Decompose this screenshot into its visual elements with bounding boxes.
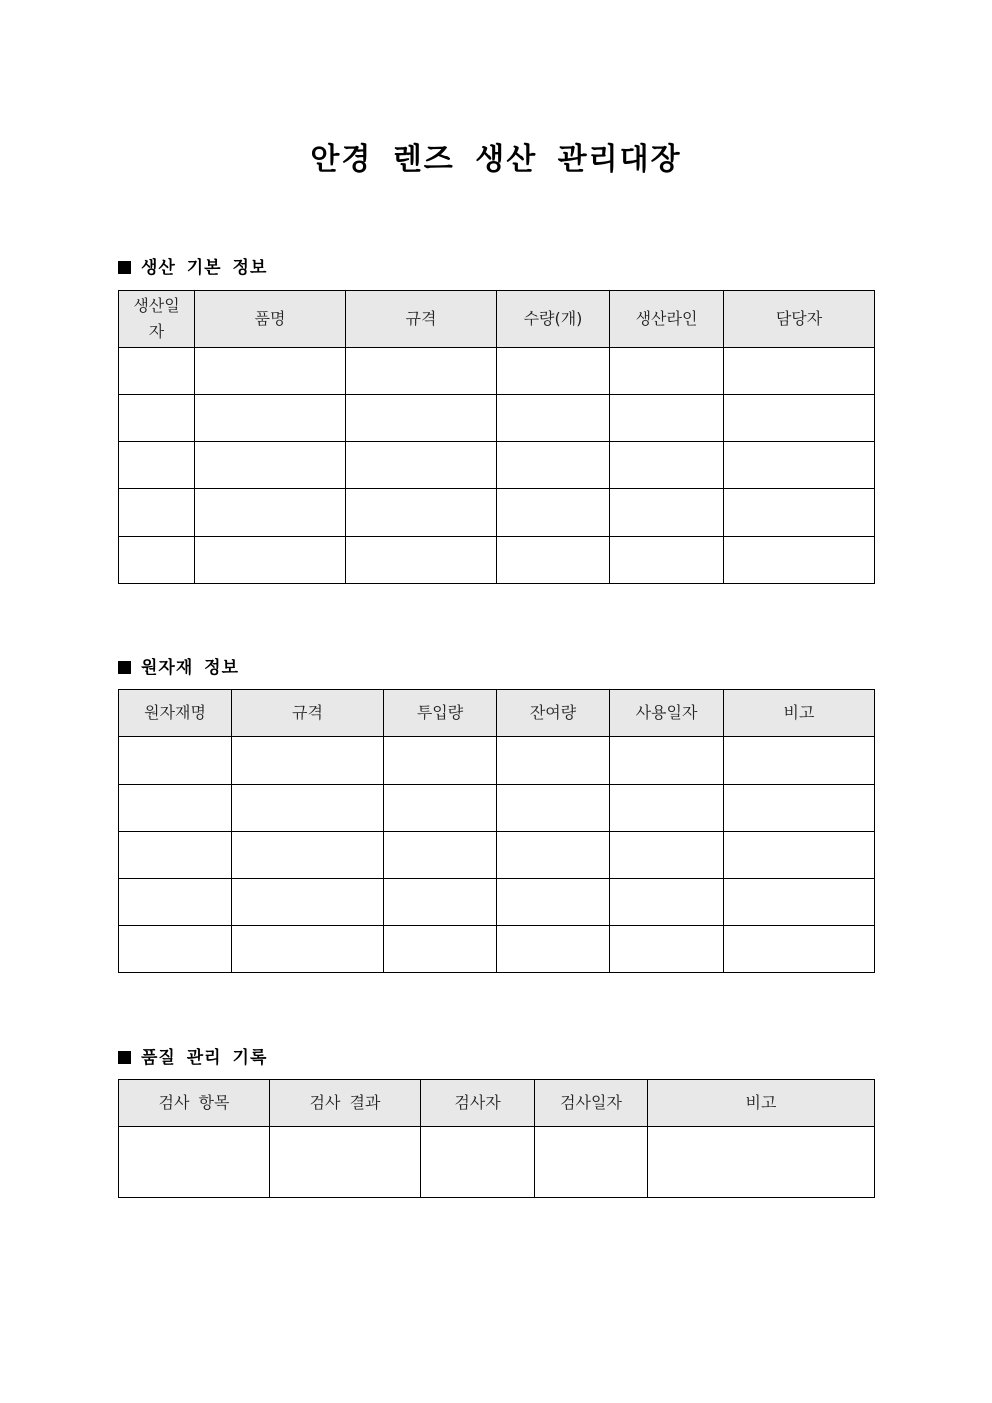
table-row [119, 489, 875, 537]
column-header: 생산일자 [119, 291, 195, 348]
table-cell[interactable] [724, 832, 875, 879]
table-cell[interactable] [119, 785, 232, 832]
column-header: 생산라인 [610, 291, 724, 348]
table-cell[interactable] [610, 832, 724, 879]
table-cell[interactable] [610, 537, 724, 584]
table-header-row [119, 690, 875, 737]
table-cell[interactable] [535, 1127, 648, 1198]
table-cell[interactable] [497, 926, 610, 973]
table-cell[interactable] [384, 879, 497, 926]
section-heading-production [118, 253, 267, 278]
table-cell[interactable] [195, 537, 346, 584]
table-cell[interactable] [497, 737, 610, 785]
section-heading-raw-materials [118, 653, 239, 678]
column-header: 잔여량 [497, 690, 610, 737]
column-header: 비고 [724, 690, 875, 737]
table-cell[interactable] [195, 489, 346, 537]
table-row [119, 348, 875, 395]
column-header: 투입량 [384, 690, 497, 737]
section-heading-text: 품질 관리 기록 [141, 1048, 268, 1068]
table-cell[interactable] [724, 785, 875, 832]
table-cell[interactable] [497, 442, 610, 489]
quality-control-table [118, 1079, 875, 1198]
table-cell[interactable] [497, 537, 610, 584]
table-cell[interactable] [232, 926, 384, 973]
table-cell[interactable] [346, 348, 497, 395]
production-info-table [118, 290, 875, 584]
table-cell[interactable] [119, 489, 195, 537]
column-header: 원자재명 [119, 690, 232, 737]
table-row [119, 395, 875, 442]
table-cell[interactable] [270, 1127, 421, 1198]
table-row [119, 832, 875, 879]
table-cell[interactable] [648, 1127, 875, 1198]
table-row [119, 737, 875, 785]
table-cell[interactable] [119, 832, 232, 879]
column-header: 규격 [346, 291, 497, 348]
table-cell[interactable] [497, 879, 610, 926]
table-cell[interactable] [232, 879, 384, 926]
table-cell[interactable] [610, 395, 724, 442]
table-cell[interactable] [119, 879, 232, 926]
table-cell[interactable] [195, 442, 346, 489]
table-cell[interactable] [346, 489, 497, 537]
table-cell[interactable] [610, 926, 724, 973]
table-cell[interactable] [610, 348, 724, 395]
table-cell[interactable] [724, 442, 875, 489]
table-row [119, 537, 875, 584]
table-cell[interactable] [384, 737, 497, 785]
column-header: 수량(개) [497, 291, 610, 348]
column-header: 비고 [648, 1080, 875, 1127]
table-cell[interactable] [421, 1127, 535, 1198]
table-cell[interactable] [724, 537, 875, 584]
table-cell[interactable] [724, 737, 875, 785]
table-cell[interactable] [232, 785, 384, 832]
table-cell[interactable] [724, 926, 875, 973]
table-cell[interactable] [497, 785, 610, 832]
section-heading-quality [118, 1043, 267, 1068]
table-cell[interactable] [346, 395, 497, 442]
section-heading-text: 원자재 정보 [141, 658, 240, 678]
table-cell[interactable] [610, 442, 724, 489]
column-header: 검사일자 [535, 1080, 648, 1127]
section-heading-text: 생산 기본 정보 [141, 258, 268, 278]
table-cell[interactable] [724, 879, 875, 926]
table-cell[interactable] [384, 832, 497, 879]
table-cell[interactable] [724, 489, 875, 537]
column-header: 검사 결과 [270, 1080, 421, 1127]
table-cell[interactable] [195, 348, 346, 395]
table-cell[interactable] [119, 442, 195, 489]
square-bullet-icon [118, 1051, 131, 1064]
table-cell[interactable] [610, 879, 724, 926]
table-row [119, 926, 875, 973]
column-header: 검사 항목 [119, 1080, 270, 1127]
table-cell[interactable] [497, 489, 610, 537]
square-bullet-icon [118, 661, 131, 674]
table-cell[interactable] [724, 395, 875, 442]
table-cell[interactable] [119, 1127, 270, 1198]
column-header: 담당자 [724, 291, 875, 348]
table-cell[interactable] [346, 537, 497, 584]
raw-materials-table [118, 689, 875, 973]
table-cell[interactable] [119, 737, 232, 785]
table-row [119, 879, 875, 926]
table-cell[interactable] [384, 785, 497, 832]
table-cell[interactable] [232, 832, 384, 879]
column-header: 품명 [195, 291, 346, 348]
document-title: 안경 렌즈 생산 관리대장 [310, 142, 682, 177]
table-row [119, 785, 875, 832]
table-cell[interactable] [119, 537, 195, 584]
table-cell[interactable] [497, 348, 610, 395]
table-cell[interactable] [119, 348, 195, 395]
table-row [119, 442, 875, 489]
table-cell[interactable] [232, 737, 384, 785]
column-header: 규격 [232, 690, 384, 737]
table-header-row [119, 291, 875, 348]
table-row [119, 1127, 875, 1198]
table-cell[interactable] [497, 395, 610, 442]
square-bullet-icon [118, 261, 131, 274]
column-header: 검사자 [421, 1080, 535, 1127]
table-header-row [119, 1080, 875, 1127]
table-cell[interactable] [724, 348, 875, 395]
table-cell[interactable] [119, 926, 232, 973]
table-cell[interactable] [195, 395, 346, 442]
table-cell[interactable] [497, 832, 610, 879]
table-cell[interactable] [610, 737, 724, 785]
table-cell[interactable] [384, 926, 497, 973]
table-cell[interactable] [610, 785, 724, 832]
table-cell[interactable] [346, 442, 497, 489]
table-cell[interactable] [119, 395, 195, 442]
column-header: 사용일자 [610, 690, 724, 737]
table-cell[interactable] [610, 489, 724, 537]
